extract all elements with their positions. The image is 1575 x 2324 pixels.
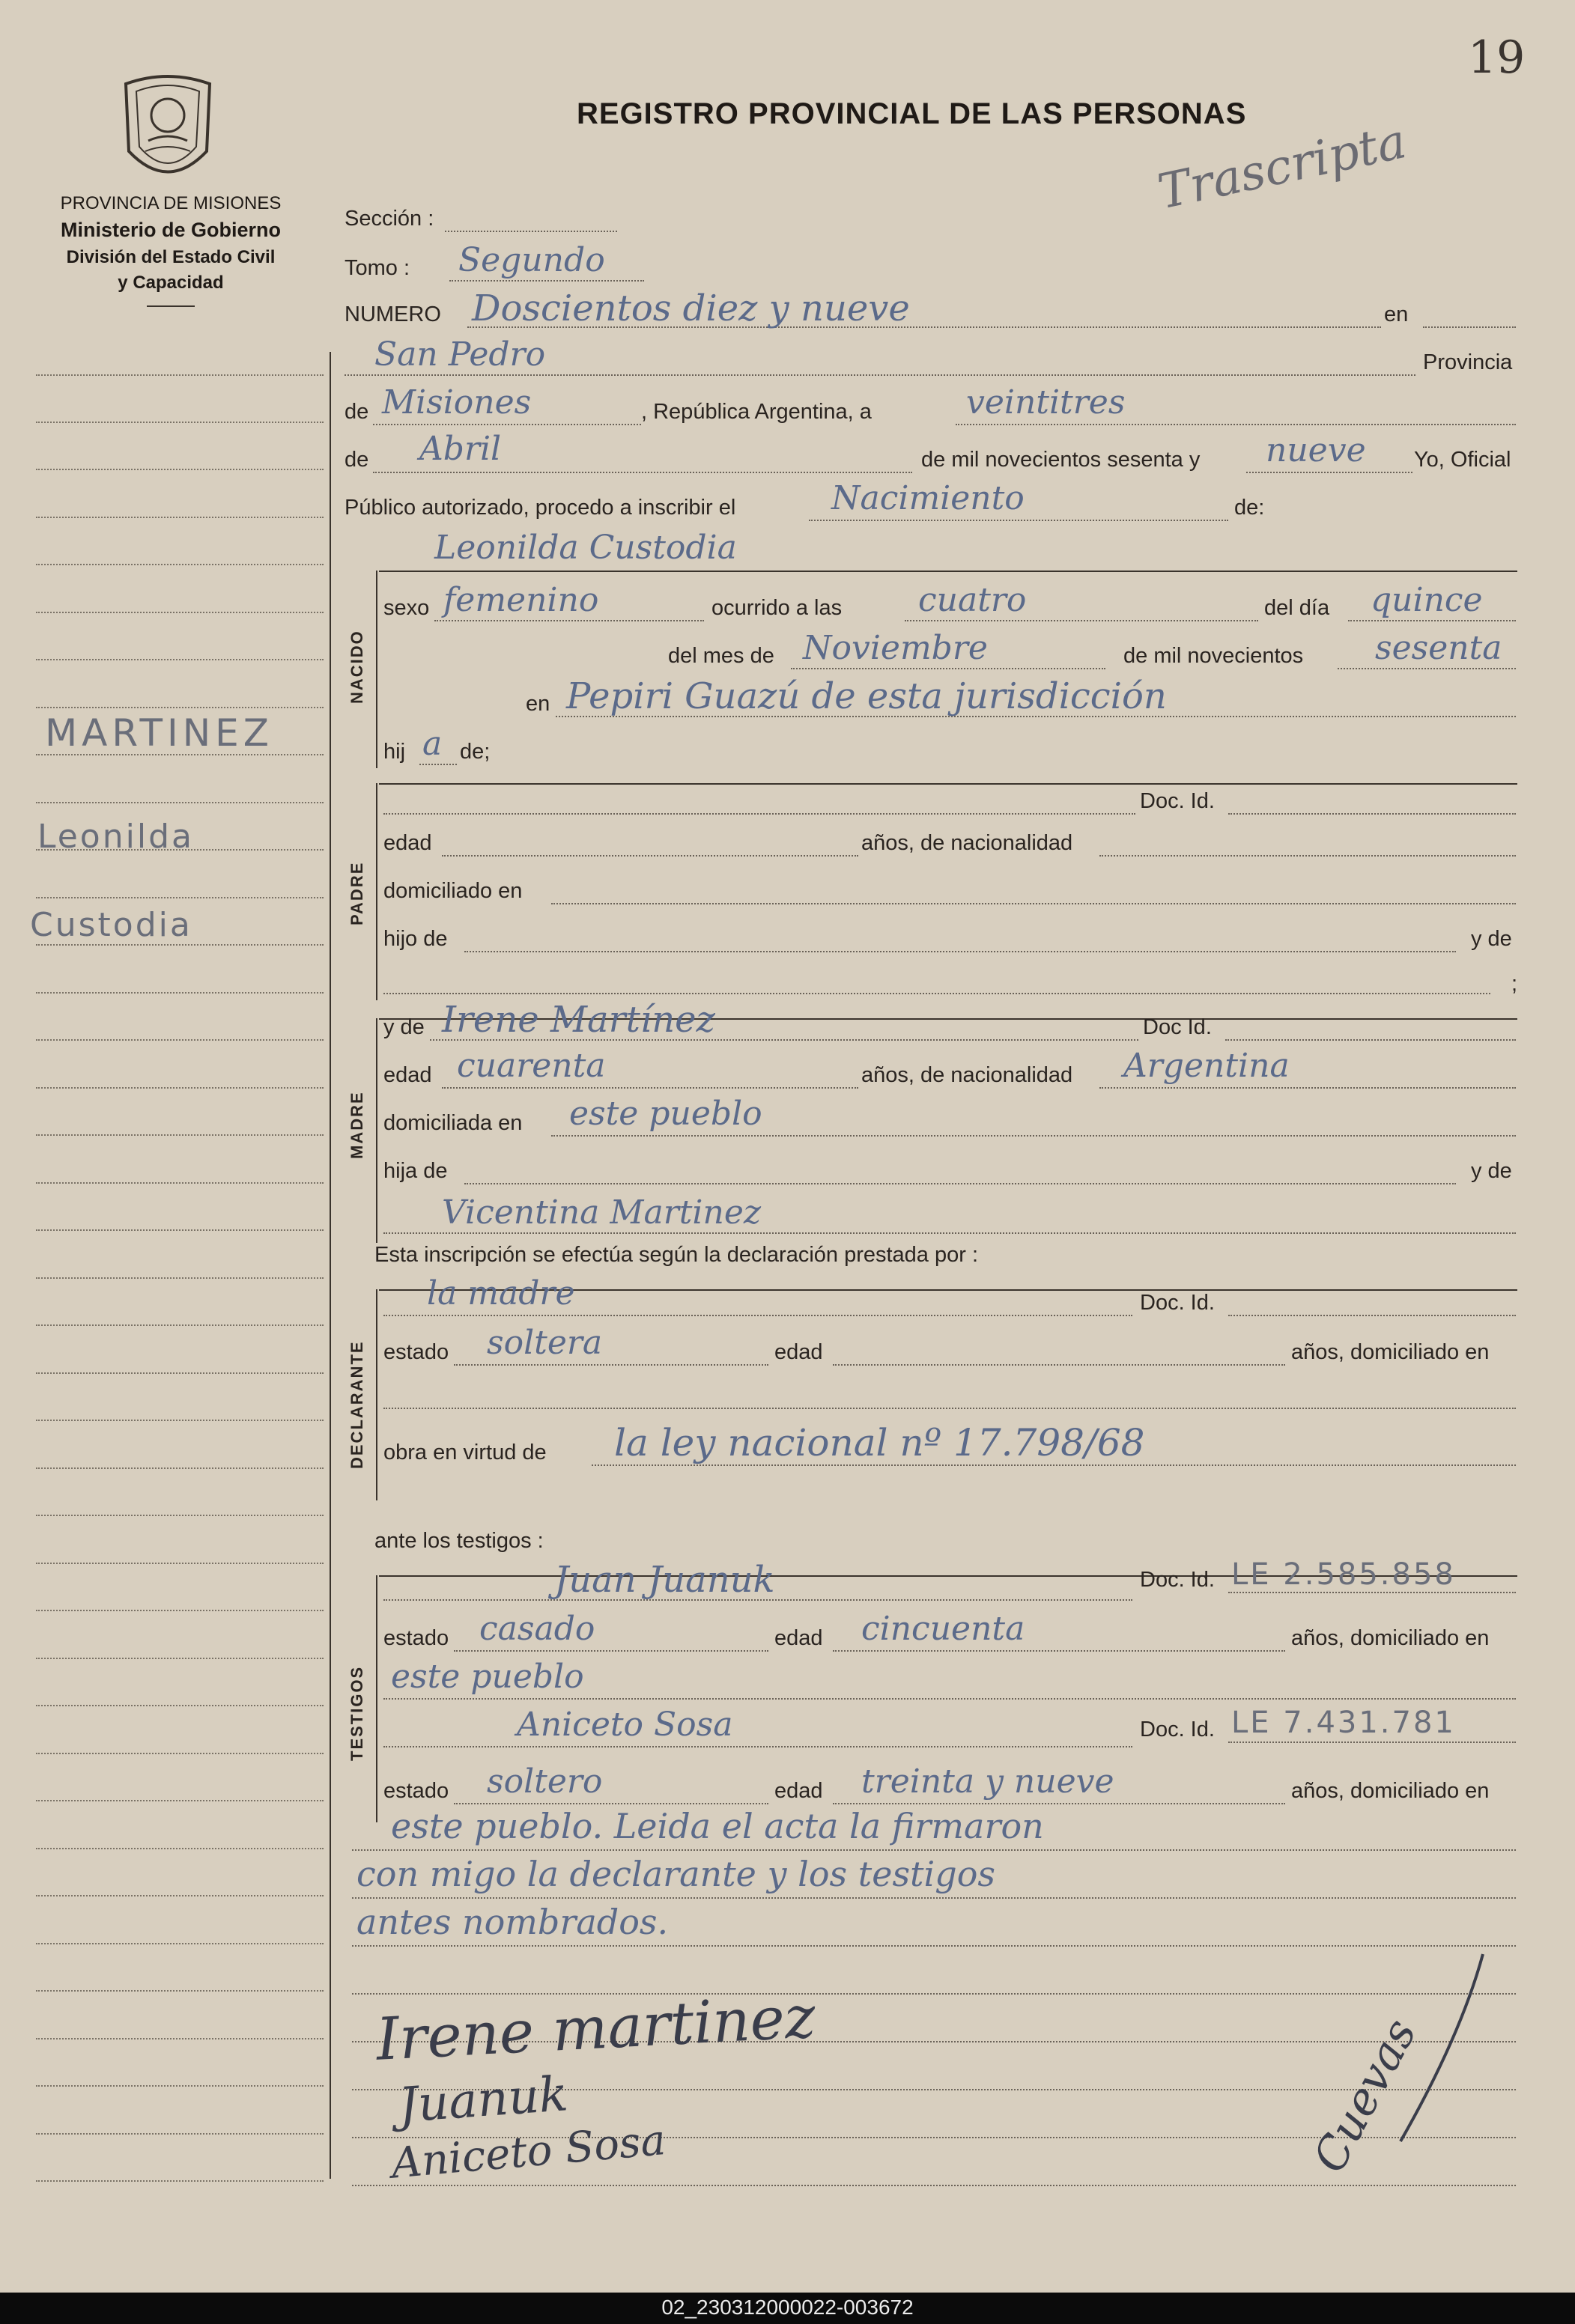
label-testigo2-doc: Doc. Id. — [1140, 1718, 1215, 1742]
label-madre-doc: Doc Id. — [1143, 1015, 1212, 1039]
value-madre-padres: Vicentina Martinez — [442, 1193, 762, 1232]
margin-surname: MARTINEZ — [45, 711, 273, 755]
value-testigo1-edad: cincuenta — [861, 1610, 1025, 1648]
label-padre-hijo-de: hijo de — [383, 927, 448, 951]
value-testigo1-nombre: Juan Juanuk — [554, 1559, 775, 1601]
label-hij: hij — [383, 740, 406, 764]
document-title: REGISTRO PROVINCIAL DE LAS PERSONAS — [577, 97, 1247, 130]
value-nombre: Leonilda Custodia — [434, 529, 737, 567]
label-testigo1-estado: estado — [383, 1626, 449, 1650]
label-madre-hija-de: hija de — [383, 1159, 448, 1183]
header-capacity: y Capacidad — [118, 273, 224, 293]
label-mil-novecientos-sesenta: de mil novecientos sesenta y — [921, 448, 1201, 472]
margin-name1: Leonilda — [37, 818, 194, 856]
value-hij-suffix: a — [422, 725, 443, 763]
margin-divider — [330, 352, 331, 2179]
label-ante-testigos: ante los testigos : — [374, 1529, 544, 1553]
value-acto: Nacimiento — [831, 479, 1025, 517]
value-madre-nacionalidad: Argentina — [1123, 1047, 1290, 1085]
label-testigo1-edad: edad — [774, 1626, 823, 1650]
footer-identifier: 02_230312000022-003672 — [661, 2296, 914, 2319]
label-publico: Público autorizado, procedo a inscribir el — [345, 496, 736, 520]
value-declarante: la madre — [427, 1274, 575, 1312]
label-del-mes: del mes de — [668, 644, 774, 668]
value-testigo2-edad: treinta y nueve — [861, 1762, 1114, 1801]
label-padre-edad: edad — [383, 831, 432, 855]
closing-line1: este pueblo. Leida el acta la firmaron — [391, 1806, 1044, 1846]
label-testigo1-domicilio: años, domiciliado en — [1291, 1626, 1490, 1650]
value-obra-virtud: la ley nacional nº 17.798/68 — [614, 1421, 1145, 1464]
value-tomo: Segundo — [458, 241, 605, 279]
signature-official-stroke-icon — [1348, 1947, 1498, 2171]
label-padre-nacionalidad: años, de nacionalidad — [861, 831, 1073, 855]
header-ministry: Ministerio de Gobierno — [60, 219, 282, 241]
label-madre-y-de: y de — [383, 1015, 425, 1039]
label-declarante-edad: edad — [774, 1340, 823, 1364]
value-testigo2-doc: LE 7.431.781 — [1231, 1706, 1456, 1740]
label-de-colon: de: — [1234, 496, 1265, 520]
label-padre-y-de: y de — [1471, 927, 1512, 951]
value-mes: Abril — [419, 430, 502, 468]
value-dia: veintitres — [966, 383, 1126, 422]
label-en: en — [1384, 302, 1409, 326]
value-sexo: femenino — [443, 581, 599, 619]
section-madre: MADRE — [348, 1091, 366, 1159]
label-tomo: Tomo : — [345, 256, 410, 280]
label-obra-virtud: obra en virtud de — [383, 1441, 547, 1464]
label-madre-domicilio: domiciliada en — [383, 1111, 523, 1135]
value-declarante-estado: soltera — [487, 1324, 603, 1362]
section-padre: PADRE — [348, 861, 366, 925]
margin-name2: Custodia — [30, 906, 192, 944]
value-madre-edad: cuarenta — [457, 1047, 606, 1085]
section-nacido: NACIDO — [348, 630, 366, 704]
label-seccion: Sección : — [345, 207, 434, 231]
label-padre-domicilio: domiciliado en — [383, 879, 523, 903]
label-del-dia: del día — [1264, 596, 1330, 620]
nacido-top-rule — [379, 571, 1517, 572]
value-anio: nueve — [1266, 431, 1366, 469]
provincial-seal-icon — [118, 69, 217, 189]
value-lugar-nac: Pepiri Guazú de esta jurisdicción — [566, 675, 1167, 717]
value-hora: cuatro — [918, 581, 1027, 619]
label-madre-nacionalidad: años, de nacionalidad — [861, 1063, 1073, 1087]
header-division: División del Estado Civil — [66, 247, 276, 267]
value-testigo2-nombre: Aniceto Sosa — [517, 1706, 733, 1744]
signature-1: Irene martinez — [374, 1983, 817, 2074]
label-testigo1-doc: Doc. Id. — [1140, 1568, 1215, 1592]
label-de-mes: de — [345, 448, 369, 472]
closing-line2: con migo la declarante y los testigos — [356, 1854, 995, 1894]
header-province: PROVINCIA DE MISIONES — [60, 193, 282, 213]
value-testigo2-estado: soltero — [487, 1762, 603, 1801]
label-provincia: Provincia — [1423, 350, 1513, 374]
page-number: 19 — [1468, 31, 1526, 84]
label-republica: , República Argentina, a — [641, 400, 872, 424]
value-numero: Doscientos diez y nueve — [472, 288, 910, 329]
signature-3: Aniceto Sosa — [389, 2116, 668, 2188]
label-numero: NUMERO — [345, 302, 441, 326]
value-testigo1-domicilio: este pueblo — [391, 1658, 584, 1696]
value-dia-nac: quince — [1371, 581, 1483, 619]
label-ocurrido: ocurrido a las — [711, 596, 843, 620]
value-madre-domicilio: este pueblo — [569, 1095, 762, 1133]
label-declarante-estado: estado — [383, 1340, 449, 1364]
value-testigo1-estado: casado — [479, 1610, 595, 1648]
label-yo-oficial: Yo, Oficial — [1414, 448, 1511, 472]
value-testigo1-doc: LE 2.585.858 — [1231, 1557, 1456, 1592]
label-de-mil-novecientos: de mil novecientos — [1123, 644, 1304, 668]
label-esta-inscripcion: Esta inscripción se efectúa según la declaración prestada por : — [374, 1243, 979, 1267]
label-testigo2-domicilio: años, domiciliado en — [1291, 1779, 1490, 1803]
label-madre-edad: edad — [383, 1063, 432, 1087]
label-padre-semicolon: ; — [1511, 972, 1518, 996]
label-padre-doc: Doc. Id. — [1140, 789, 1215, 813]
signature-official: Cuevas — [1303, 2010, 1427, 2181]
header-divider — [147, 305, 195, 307]
section-declarante: DECLARANTE — [348, 1340, 366, 1469]
value-lugar: San Pedro — [374, 335, 546, 374]
label-declarante-domicilio: años, domiciliado en — [1291, 1340, 1490, 1364]
label-testigo2-edad: edad — [774, 1779, 823, 1803]
transcribed-annotation: Trascripta — [1153, 114, 1412, 221]
label-madre-y-de2: y de — [1471, 1159, 1512, 1183]
closing-line3: antes nombrados. — [356, 1902, 669, 1942]
value-mes-nac: Noviembre — [803, 629, 988, 667]
label-en-lugar: en — [526, 692, 550, 716]
label-sexo: sexo — [383, 596, 430, 620]
signature-2: Juanuk — [397, 2066, 570, 2134]
section-testigos: TESTIGOS — [348, 1665, 366, 1761]
label-de-semicolon: de; — [460, 740, 491, 764]
value-anio-nac: sesenta — [1375, 629, 1502, 667]
label-de-provincia: de — [345, 400, 369, 424]
label-declarante-doc: Doc. Id. — [1140, 1291, 1215, 1315]
value-madre-nombre: Irene Martínez — [442, 999, 715, 1041]
label-testigo2-estado: estado — [383, 1779, 449, 1803]
value-provincia: Misiones — [382, 383, 532, 422]
